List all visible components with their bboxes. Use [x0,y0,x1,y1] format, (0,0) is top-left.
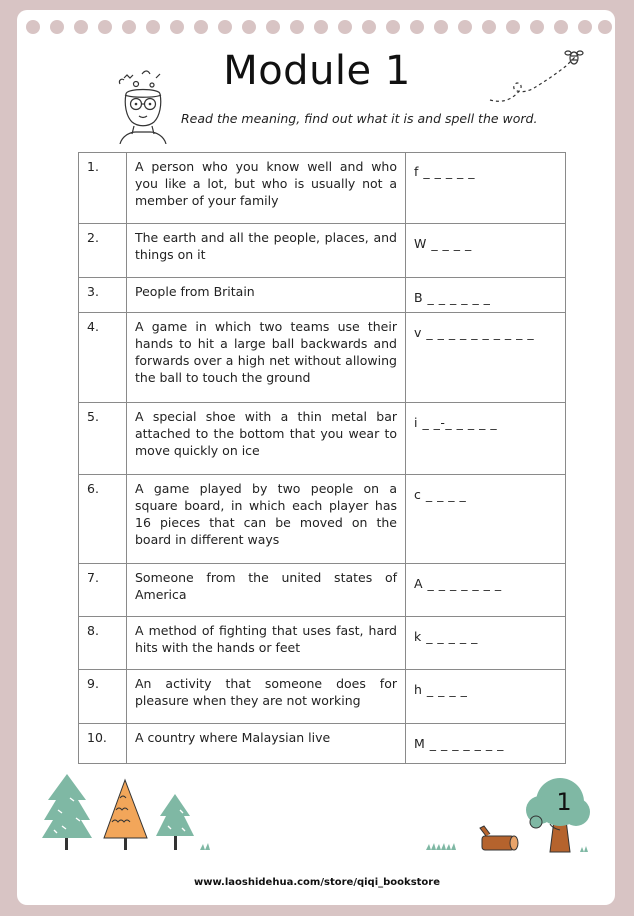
row-meaning: Someone from the united states of America [127,564,406,617]
girl-illustration [112,68,174,144]
bee-icon [488,48,588,106]
answer-blank[interactable]: A _ _ _ _ _ _ _ [414,576,502,591]
row-meaning: People from Britain [127,278,406,313]
row-number: 3. [79,278,127,313]
row-number: 4. [79,313,127,403]
vocabulary-table [78,152,566,764]
row-number: 1. [79,153,127,224]
page-title: Module 1 [223,48,411,94]
row-meaning: A game played by two people on a square board, in which each player has 16 pieces that can be moved on the board in different ways [127,475,406,564]
answer-blank[interactable]: c _ _ _ _ [414,487,467,502]
log-icon [424,820,524,856]
table-row [79,475,566,564]
tree-icon [520,770,596,856]
table-row [79,153,566,224]
instruction-text: Read the meaning, find out what it is and spell the word. [181,111,538,126]
row-number: 7. [79,564,127,617]
row-number: 8. [79,617,127,670]
footer-url[interactable]: www.laoshidehua.com/store/qiqi_bookstore [193,877,441,888]
answer-blank[interactable]: B _ _ _ _ _ _ [414,290,491,305]
row-meaning: A special shoe with a thin metal bar attached to the bottom that you wear to move quickly on ice [127,403,406,475]
answer-blank[interactable]: v _ _ _ _ _ _ _ _ _ _ [414,325,535,340]
row-meaning: A country where Malaysian live [127,724,406,764]
answer-blank[interactable]: M _ _ _ _ _ _ _ [414,736,504,751]
table-row [79,403,566,475]
answer-blank[interactable]: f _ _ _ _ _ [414,164,476,179]
row-number: 10. [79,724,127,764]
row-number: 6. [79,475,127,564]
row-number: 9. [79,670,127,724]
answer-blank[interactable]: W _ _ _ _ [414,236,472,251]
answer-blank[interactable]: h _ _ _ _ [414,682,468,697]
row-meaning: A method of fighting that uses fast, hard hits with the hands or feet [127,617,406,670]
table-row [79,617,566,670]
table-row [79,224,566,278]
row-meaning: A person who you know well and who you like a lot, but who is usually not a member of your family [127,153,406,224]
row-meaning: A game in which two teams use their hands to hit a large ball backwards and forwards over a high net without allowing the ball to touch the ground [127,313,406,403]
tree-badge-number: 1 [556,788,572,816]
answer-blank[interactable]: k _ _ _ _ _ [414,629,478,644]
table-row [79,564,566,617]
notebook-holes [0,0,634,40]
table-row [79,278,566,313]
row-meaning: The earth and all the people, places, and things on it [127,224,406,278]
row-number: 2. [79,224,127,278]
table-row [79,670,566,724]
row-meaning: An activity that someone does for pleasure when they are not working [127,670,406,724]
tree-icon [40,770,210,854]
table-row [79,313,566,403]
row-number: 5. [79,403,127,475]
table-row [79,724,566,764]
answer-blank[interactable]: i _ _-_ _ _ _ _ [414,415,498,430]
